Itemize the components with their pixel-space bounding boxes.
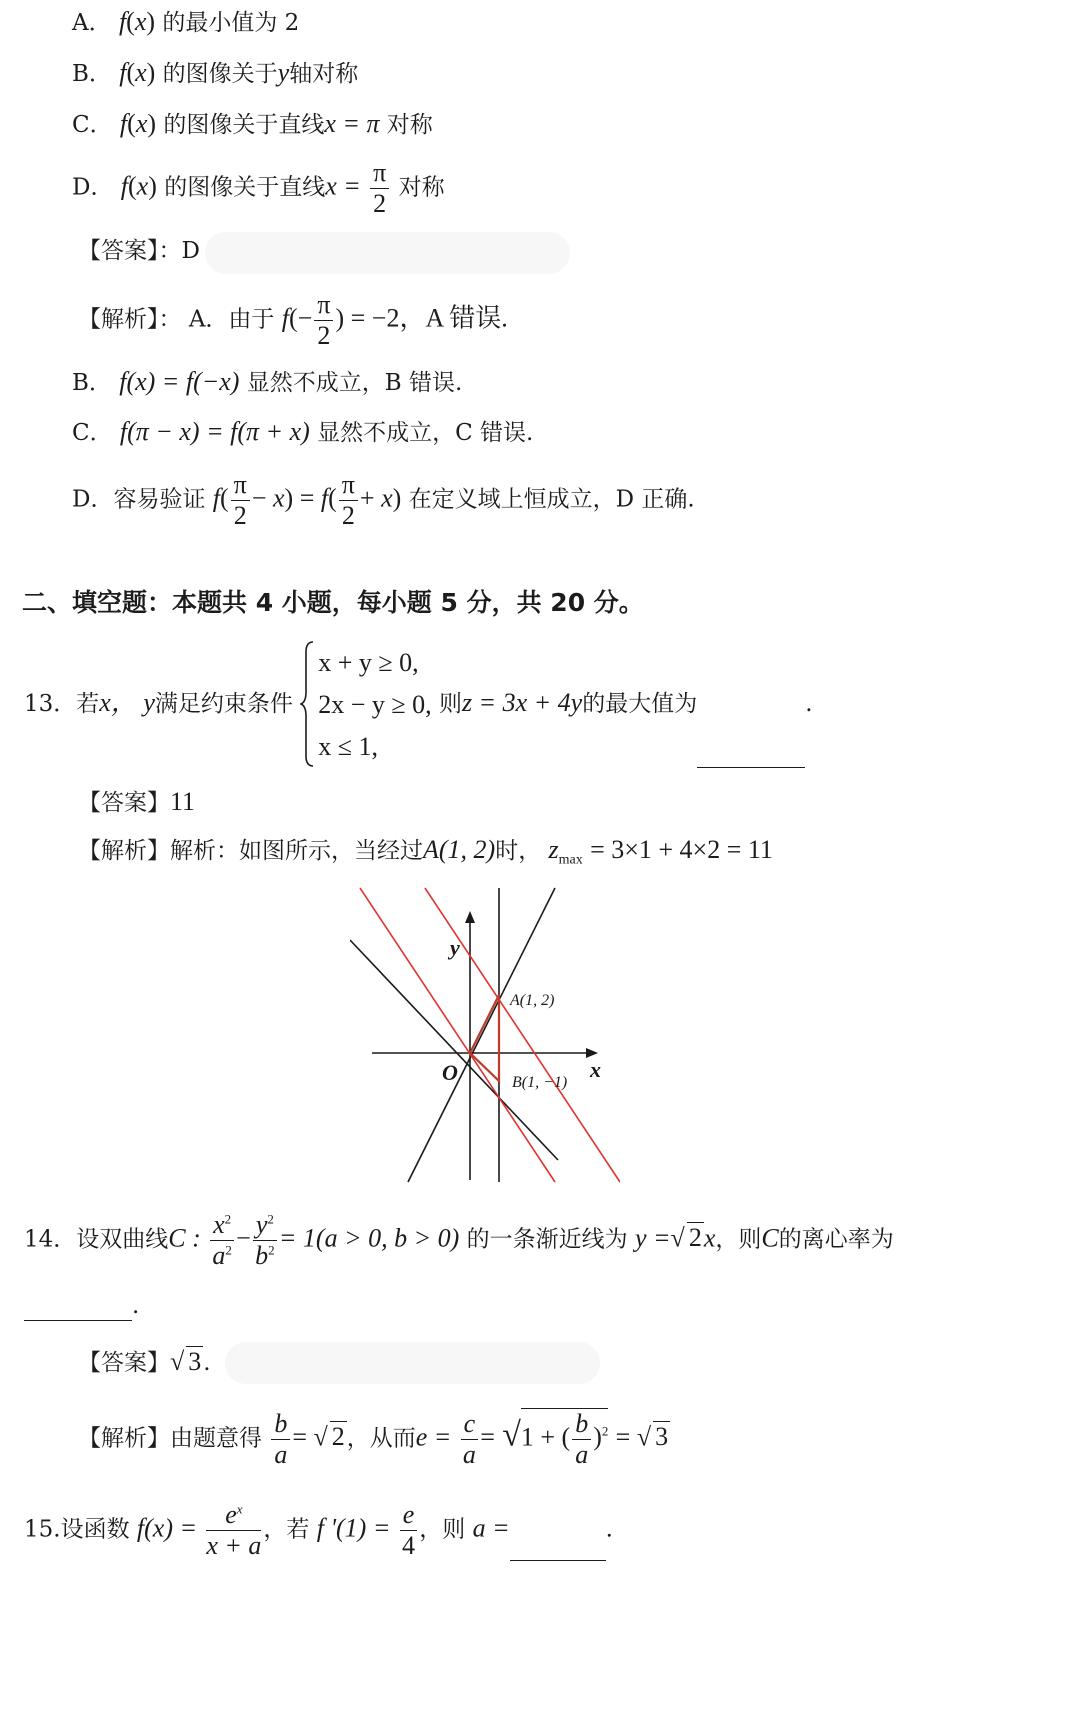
b-over-a-inner: $\frac{b}{a}$: [572, 1409, 591, 1470]
y-axis-arrow-icon: [465, 911, 475, 923]
option-b: B． f(x) 的图像关于y轴对称: [72, 58, 359, 87]
watermark-band-1: [205, 232, 570, 274]
label-x: x: [590, 1057, 601, 1082]
q14-blank-line: .: [24, 1292, 139, 1321]
y2-over-b2: $\frac{y^2}{b^2}$: [253, 1210, 277, 1271]
fx-expr: f: [118, 7, 127, 36]
watermark-band-2: [225, 1342, 600, 1384]
label-y: y: [450, 935, 460, 960]
feasible-region-figure: [350, 885, 620, 1185]
answer-blank: [510, 1532, 606, 1561]
q14-answer: 【答案】√ 3.: [78, 1347, 211, 1376]
q14-analysis: 【解析】由题意得 $\frac{b}{a}$ = √ 2，从而e = $\frac{c}{a}$ = √1 + ( $\frac{b}{a}$ )$^2$ = √ 3: [78, 1408, 669, 1469]
pi-over-2-fraction: $\frac{\pi}{2}$: [339, 470, 358, 531]
q12-analysis-c: C． f(π − x) = f(π + x) 显然不成立，C 错误.: [72, 417, 534, 446]
pi-over-2-fraction: $\frac{\pi}{2}$: [370, 158, 389, 219]
c-over-a: $\frac{c}{a}$: [461, 1409, 479, 1470]
ex-over-x-plus-a: $\frac{e^x}{x + a}$: [206, 1500, 262, 1560]
q13-answer: 【答案】11: [78, 787, 196, 816]
q12-answer: 【答案】：D: [78, 238, 200, 264]
pi-over-2-fraction: $\frac{\pi}{2}$: [231, 470, 250, 531]
answer-blank: [24, 1292, 132, 1321]
constraint-3: x ≤ 1,: [318, 732, 378, 761]
constraint-1: x + y ≥ 0,: [318, 648, 419, 677]
q13-question: 13．若x， y满足约束条件 x + y ≥ 0, 2x − y ≥ 0, x ≤ 1, 则z = 3x + 4y的最大值为 .: [24, 642, 813, 768]
q15-question: 15.设函数 f(x) = $\frac{e^x}{x + a}$ ，若 f '(1) = $\frac{e}{4}$ ，则 a = .: [24, 1500, 613, 1560]
label-a: A(1, 2): [510, 992, 555, 1009]
e-over-4: $\frac{e}{4}$: [400, 1500, 418, 1561]
constraint-system: [300, 642, 431, 768]
q12-analysis-d: D．容易验证 f( $\frac{\pi}{2}$ − x) = f( $\frac{\pi}{2}$ + x) 在定义域上恒成立，D 正确.: [72, 470, 695, 530]
left-brace-icon: [300, 640, 316, 768]
label-o: O: [442, 1060, 458, 1085]
q12-analysis-a: 【解析】： A．由于 f(− $\frac{\pi}{2}$ ) = −2，A 错误.: [78, 290, 508, 350]
section-heading: 二、填空题：本题共 4 小题，每小题 5 分，共 20 分。: [22, 588, 644, 617]
answer-blank: [697, 739, 805, 768]
level-line-2: [425, 888, 620, 1182]
line-2x-minus-y: [408, 888, 555, 1182]
q14-question: 14．设双曲线C : $\frac{x^2}{a^2}$ − $\frac{y^2}{b^2}$ = 1(a > 0, b > 0) 的一条渐近线为 y =√ 2x，则C的离心率为: [24, 1210, 894, 1270]
b-over-a: $\frac{b}{a}$: [271, 1409, 290, 1470]
q13-analysis: 【解析】解析：如图所示，当经过A(1, 2)时， $z_{max} = 3\times 1 + 4\times 2 = 11$: [78, 835, 773, 868]
objective: z = 3x + 4y: [461, 688, 583, 717]
line-x-plus-y: [350, 940, 558, 1160]
constraint-2: 2x − y ≥ 0,: [318, 690, 432, 719]
option-a: A． f(x) 的最小值为 2: [72, 7, 300, 36]
option-d: D． f(x) 的图像关于直线x = $\frac{\pi}{2}$ 对称: [72, 158, 445, 218]
q12-analysis-b: B． f(x) = f(−x) 显然不成立，B 错误.: [72, 367, 463, 396]
x2-over-a2: $\frac{x^2}{a^2}$: [210, 1210, 234, 1271]
option-c: C． f(x) 的图像关于直线x = π 对称: [72, 109, 433, 138]
level-line-1: [360, 888, 555, 1182]
pi-over-2-fraction: $\frac{\pi}{2}$: [314, 290, 333, 351]
label-b: B(1, −1): [512, 1074, 568, 1091]
